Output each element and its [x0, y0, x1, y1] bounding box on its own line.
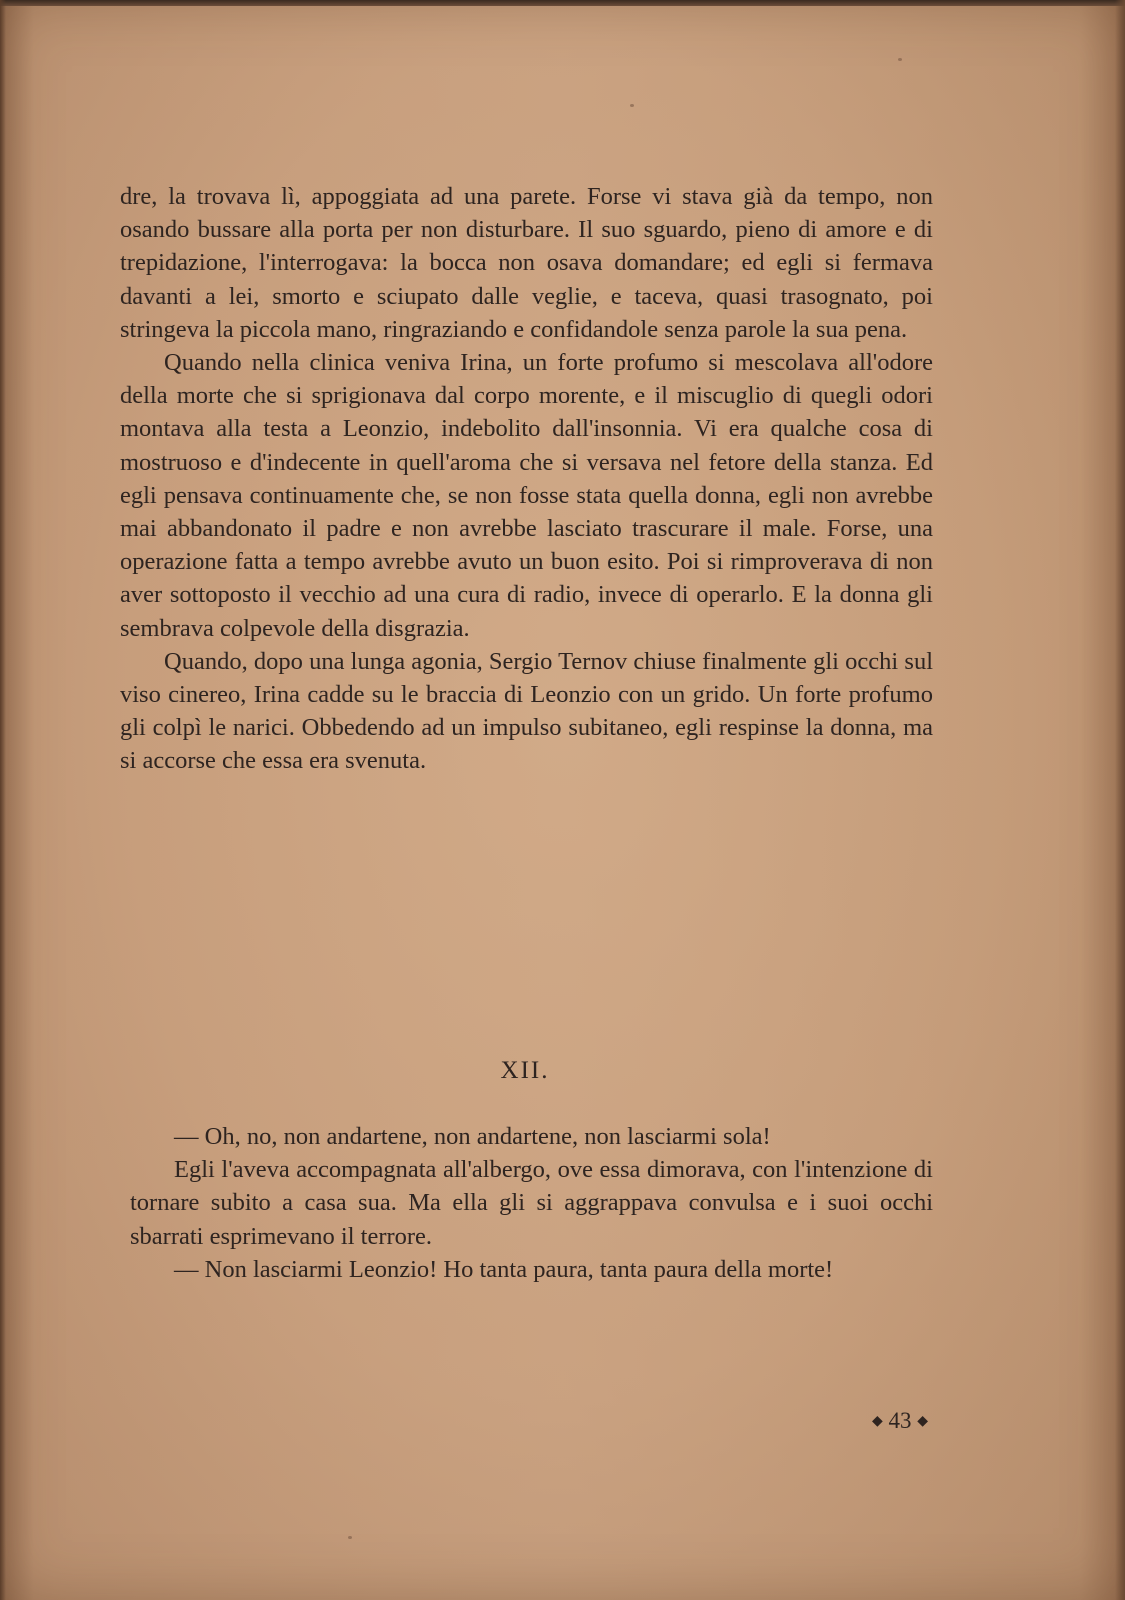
chapter-heading: XII.	[500, 1057, 550, 1084]
paragraph: Egli l'aveva accompagnata all'albergo, ove essa dimorava, con l'intenzione di tornare subito a casa sua. Ma ella gli si aggrappava convulsa e i suoi occhi sbarrati esprimevano il terrore.	[130, 1156, 933, 1250]
page-number-footer	[855, 1408, 945, 1434]
body-text-after-chapter	[130, 1120, 933, 1286]
paragraph-continuation: dre, la trovava lì, appoggiata ad una parete. Forse vi stava già da tempo, non osando bussare alla porta per non disturbare. Il suo sguardo, pieno di amore e di trepidazione, l'interrogava: la bocca non osava domandare; ed egli si fermava davanti a lei, smorto e sciupato dalle veglie, e taceva, quasi trasognato, poi stringeva la piccola mano, ringraziando e confidandole senza parole la sua pena.	[120, 183, 933, 343]
dialogue-line: — Oh, no, non andartene, non andartene, non lasciarmi sola!	[174, 1123, 771, 1150]
page-top-edge	[0, 0, 1125, 6]
diamond-ornament-icon: ◆	[871, 1414, 883, 1429]
page-number: 43	[888, 1408, 912, 1433]
paper-speck	[898, 58, 902, 61]
page-left-edge	[0, 0, 6, 1600]
paper-speck	[630, 104, 634, 107]
paper-speck	[348, 1536, 352, 1539]
page-right-edge	[1115, 0, 1125, 1600]
body-text-before-chapter	[120, 180, 933, 778]
dialogue-line: — Non lasciarmi Leonzio! Ho tanta paura, tanta paura della morte!	[174, 1255, 834, 1283]
diamond-ornament-icon: ◆	[917, 1414, 929, 1429]
paragraph: Quando nella clinica veniva Irina, un forte profumo si mescolava all'odore della morte che si sprigionava dal corpo morente, e il miscuglio di quegli odori montava alla testa a Leonzio, indebolito dall'insonnia. Vi era qualche cosa di mostruoso e d'indecente in quell'aroma che si versava nel fetore della stanza. Ed egli pensava continuamente che, se non fosse stata quella donna, egli non avrebbe mai abbandonato il padre e non avrebbe lasciato trascurare il male. Forse, una operazione fatta a tempo avrebbe avuto un buon esito. Poi si rimproverava di non aver sottoposto il vecchio ad una cura di radio, invece di operarlo. E la donna gli sembrava colpevole della disgrazia.	[120, 349, 933, 642]
paragraph: Quando, dopo una lunga agonia, Sergio Ternov chiuse finalmente gli occhi sul viso cinereo, Irina cadde su le braccia di Leonzio con un grido. Un forte profumo gli colpì le narici. Obbedendo ad un impulso subitaneo, egli respinse la donna, ma si accorse che essa era svenuta.	[120, 647, 933, 775]
